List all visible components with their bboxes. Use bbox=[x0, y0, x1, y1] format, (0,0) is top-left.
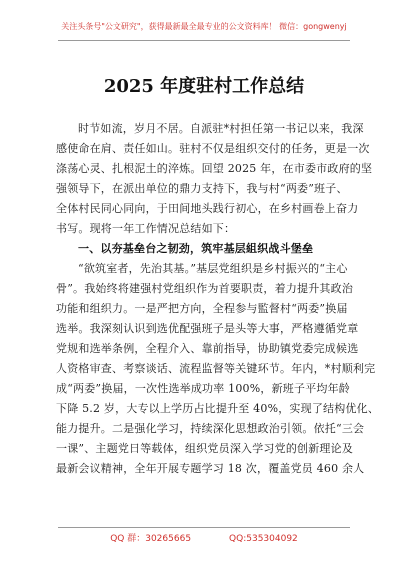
text-line: 一课”、主题党日等载体，组织党员深入学习党的创新理论及 bbox=[56, 442, 354, 455]
text-line: 书写。现将一年工作情况总结如下： bbox=[56, 222, 236, 235]
paragraph-intro bbox=[56, 119, 373, 239]
footer-qq: QQ:535304092 bbox=[229, 534, 298, 544]
section-heading: 一、以夯基垒台之韧劲，筑牢基层組织战斗堡垒 bbox=[78, 242, 314, 255]
text-line: 成“两委”换届，一次性选举成功率 100%，新班子平均年龄 bbox=[56, 382, 350, 395]
text-line: 下降 5.2 岁，大专以上学历占比提升至 40%，实现了结构优化、 bbox=[56, 402, 380, 415]
text-line: 党规和选举条例，全程介入、靠前指导，协助镇党委完成候选 bbox=[56, 342, 359, 355]
text-line: 感使命在肩、责任如山。驻村不仅是组织交付的任务，更是一次 bbox=[56, 142, 370, 155]
footer-qq-group: QQ 群：30265665 bbox=[110, 534, 192, 544]
text-line: 最新会议精神，全年开展专题学习 18 次，覆盖党员 460 余人 bbox=[56, 462, 365, 475]
section-1 bbox=[56, 239, 380, 479]
text-line: 强领导下，在派出单位的鼎力支持下，我与村“两委”班子、 bbox=[56, 182, 348, 195]
header-promo-note: 关注头条号"公文研究"，获得最新最全最专业的公文资料库！ 微信：gongwenyj bbox=[61, 22, 347, 31]
text-line: 骨”。我始终将建强村党组织作为首要职责，着力提升其政治 bbox=[56, 282, 354, 295]
footer-contact bbox=[0, 534, 408, 545]
text-line: 时节如流，岁月不居。自派驻*村担任第一书记以来，我深 bbox=[78, 122, 364, 135]
footer-divider bbox=[58, 527, 350, 528]
text-line: 能力提升。二是强化学习，持续深化思想政治引领。依托“三会 bbox=[56, 422, 365, 435]
text-line: 全体村民同心同向，于田间地头践行初心，在乡村画卷上奋力 bbox=[56, 202, 359, 215]
document-title: 2025 年度驻村工作总结 bbox=[103, 76, 305, 97]
header-divider bbox=[58, 40, 350, 41]
text-line: 选举。我深刻认识到选优配强班子是头等大事，严格遵循党章 bbox=[56, 322, 359, 335]
text-line: 功能和组织力。一是严把方向，全程参与監督村“两委”换届 bbox=[56, 302, 348, 315]
text-line: 涤荡心灵、扎根泥土的淬炼。回望 2025 年，在市委市政府的坚 bbox=[56, 162, 373, 175]
text-line: 人资格审查、考察谈话、流程监督等关键环节。年内，*村顺利完 bbox=[56, 362, 376, 375]
text-line: “欲筑室者，先治其基。”基层党组织是乡村振兴的“主心 bbox=[78, 262, 348, 275]
